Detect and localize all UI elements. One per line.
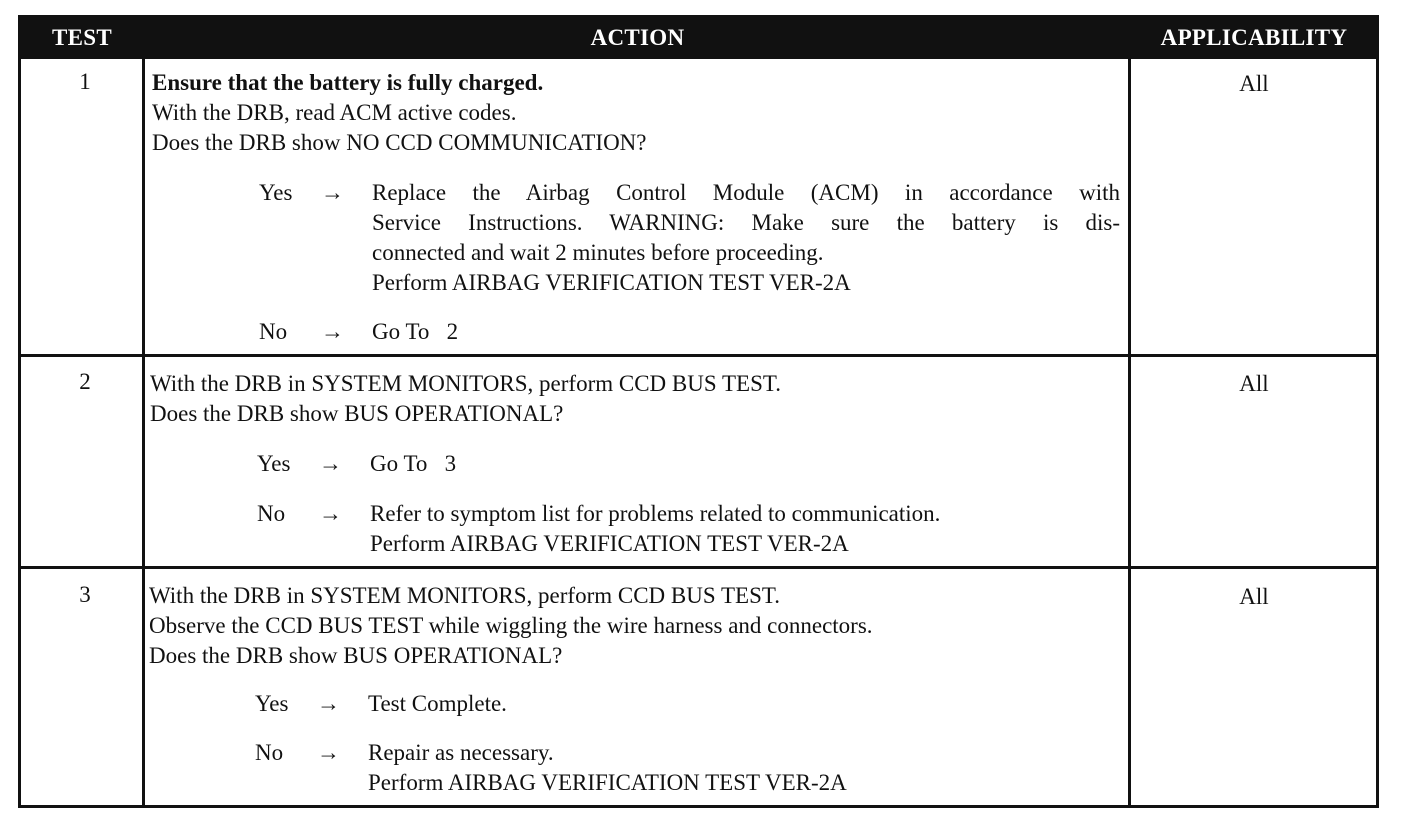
no-result xyxy=(370,499,940,559)
yes-label: Yes xyxy=(259,180,293,205)
applicability-value: All xyxy=(1239,71,1269,96)
test-number: 2 xyxy=(79,369,91,394)
action-line: Does the DRB show NO CCD COMMUNICATION? xyxy=(152,130,647,155)
diagnostic-test-table xyxy=(18,15,1379,808)
result-line: Go To 2 xyxy=(372,319,459,344)
result-line: Go To 3 xyxy=(370,451,457,476)
table-row xyxy=(21,357,1376,566)
applicability-value: All xyxy=(1239,584,1269,609)
result-line: Repair as necessary. xyxy=(368,740,554,765)
action-line: With the DRB in SYSTEM MONITORS, perform CCD BUS TEST. xyxy=(149,583,780,608)
yes-label: Yes xyxy=(257,451,291,476)
result-line: Refer to symptom list for problems related to communication. xyxy=(370,501,941,526)
no-result xyxy=(372,317,458,347)
action-line: Does the DRB show BUS OPERATIONAL? xyxy=(150,401,564,426)
action-line: With the DRB, read ACM active codes. xyxy=(152,100,517,125)
table-header-row xyxy=(21,18,1376,59)
result-line: Perform AIRBAG VERIFICATION TEST VER-2A xyxy=(372,270,851,295)
yes-label: Yes xyxy=(255,691,289,716)
right-arrow-icon: → xyxy=(317,740,340,765)
action-instructions xyxy=(149,581,873,671)
right-arrow-icon: → xyxy=(321,319,344,344)
result-line: Perform AIRBAG VERIFICATION TEST VER-2A xyxy=(370,531,849,556)
result-line: Test Complete. xyxy=(368,691,507,716)
action-line: Observe the CCD BUS TEST while wiggling the wire harness and connectors. xyxy=(149,613,873,638)
no-label: No xyxy=(255,740,284,765)
test-number: 1 xyxy=(79,69,91,94)
yes-result xyxy=(368,689,507,719)
result-line: connected and wait 2 minutes before proceeding. xyxy=(372,240,824,265)
result-line: Perform AIRBAG VERIFICATION TEST VER-2A xyxy=(368,770,847,795)
right-arrow-icon: → xyxy=(319,451,342,476)
action-instructions xyxy=(152,68,647,158)
action-instructions xyxy=(150,369,781,429)
header-applicability: APPLICABILITY xyxy=(1160,25,1348,50)
result-line: Replace the Airbag Control Module (ACM) in accordance with xyxy=(372,180,1120,205)
table-row xyxy=(21,569,1376,805)
header-test: TEST xyxy=(51,25,112,50)
yes-result xyxy=(372,178,1120,298)
action-line: With the DRB in SYSTEM MONITORS, perform CCD BUS TEST. xyxy=(150,371,781,396)
test-number: 3 xyxy=(79,582,91,607)
header-action: ACTION xyxy=(590,25,685,50)
no-label: No xyxy=(259,319,288,344)
right-arrow-icon: → xyxy=(319,501,342,526)
applicability-value: All xyxy=(1239,371,1269,396)
table-row xyxy=(21,59,1376,354)
action-line: Ensure that the battery is fully charged. xyxy=(152,70,544,95)
right-arrow-icon: → xyxy=(321,180,344,205)
right-arrow-icon: → xyxy=(317,691,340,716)
result-line: Service Instructions. WARNING: Make sure the battery is dis- xyxy=(372,210,1120,235)
yes-result xyxy=(370,449,456,479)
action-line: Does the DRB show BUS OPERATIONAL? xyxy=(149,643,563,668)
no-result xyxy=(368,738,847,798)
no-label: No xyxy=(257,501,286,526)
